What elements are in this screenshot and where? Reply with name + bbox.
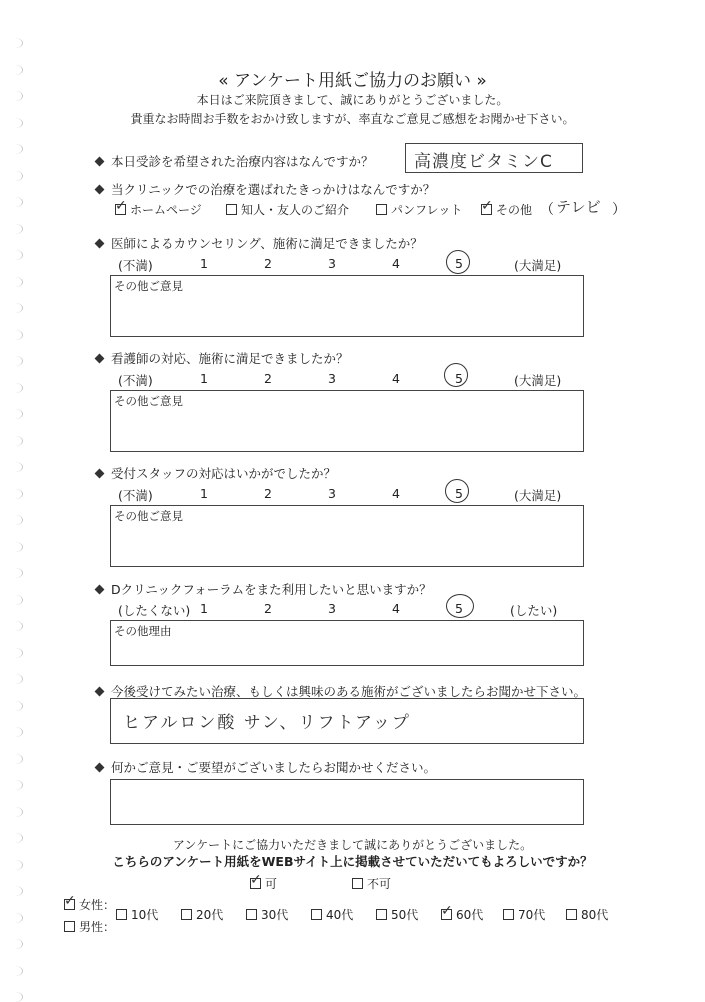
binder-hole-icon xyxy=(8,595,23,605)
age-20s[interactable] xyxy=(181,906,223,923)
binder-hole-icon xyxy=(8,568,23,578)
q3-scale-4[interactable]: 4 xyxy=(392,256,400,271)
footer-thanks: アンケートにご協力いただきまして誠にありがとうございました。 xyxy=(172,838,533,852)
q4-scale-3[interactable]: 3 xyxy=(328,371,336,386)
checkmark-icon: ✓ xyxy=(441,903,453,919)
option-label: その他 xyxy=(496,203,533,217)
q4-scale-2[interactable]: 2 xyxy=(264,371,272,386)
web-consent-yes-label: 可 xyxy=(265,877,278,891)
option-label: パンフレット xyxy=(391,203,463,217)
diamond-icon xyxy=(95,469,105,479)
checkmark-icon: ✓ xyxy=(481,198,493,214)
q5-scale-5[interactable]: 5 xyxy=(455,486,463,501)
q6-comment-box[interactable] xyxy=(110,620,584,666)
question-8 xyxy=(96,758,436,776)
question-1-text: 本日受診を希望された治療内容はなんですか？ xyxy=(111,154,374,169)
age-label: 80代 xyxy=(581,908,609,922)
q6-selected-circle xyxy=(446,594,474,618)
q6-scale-3[interactable]: 3 xyxy=(328,601,336,616)
q7-answer-box[interactable] xyxy=(110,698,584,744)
binder-hole-icon xyxy=(8,277,23,287)
q6-comment-label: その他理由 xyxy=(114,624,172,638)
option-referral[interactable] xyxy=(226,201,349,218)
other-handwritten-answer: テレビ xyxy=(556,198,601,216)
option-label: 知人・友人のご紹介 xyxy=(241,203,350,217)
question-6-text: Dクリニックフォーラムをまた利用したいと思いますか？ xyxy=(111,582,432,597)
question-2 xyxy=(96,180,435,198)
diamond-icon xyxy=(95,185,105,195)
web-consent-yes[interactable] xyxy=(250,872,278,892)
checkbox-icon[interactable] xyxy=(250,872,262,889)
binder-hole-icon xyxy=(8,489,23,499)
q4-scale-high: (大満足) xyxy=(514,373,562,388)
q8-answer-box[interactable] xyxy=(110,779,584,825)
checkbox-icon[interactable] xyxy=(64,893,76,910)
age-label: 60代 xyxy=(456,908,484,922)
binder-hole-icon xyxy=(8,515,23,525)
web-consent-no[interactable] xyxy=(352,875,391,892)
age-10s[interactable] xyxy=(116,906,158,923)
q4-scale-4[interactable]: 4 xyxy=(392,371,400,386)
intro-line-1: 本日はご来院頂きまして、誠にありがとうございました。 xyxy=(196,93,509,107)
checkbox-icon[interactable] xyxy=(64,921,75,932)
age-label: 30代 xyxy=(261,908,289,922)
question-5 xyxy=(96,464,336,482)
gender-male[interactable] xyxy=(64,918,115,935)
age-30s[interactable] xyxy=(246,906,288,923)
binder-hole-icon xyxy=(8,330,23,340)
binder-hole-icon xyxy=(8,886,23,896)
diamond-icon xyxy=(95,239,105,249)
question-4-text: 看護師の対応、施術に満足できましたか？ xyxy=(111,351,349,366)
checkbox-icon[interactable] xyxy=(481,198,493,215)
diamond-icon xyxy=(95,354,105,364)
q4-scale-1[interactable]: 1 xyxy=(200,371,208,386)
q6-scale-5[interactable]: 5 xyxy=(455,601,463,616)
binder-hole-icon xyxy=(8,436,23,446)
binder-hole-icon xyxy=(8,542,23,552)
binder-hole-icon xyxy=(8,966,23,976)
other-open-paren: （ xyxy=(540,202,554,218)
age-label: 10代 xyxy=(131,908,159,922)
question-6 xyxy=(96,580,432,598)
question-3-text: 医師によるカウンセリング、施術に満足できましたか？ xyxy=(111,236,423,251)
checkmark-icon: ✓ xyxy=(250,872,262,888)
web-consent-no-label: 不可 xyxy=(367,877,392,891)
question-3 xyxy=(96,234,423,252)
q6-scale-4[interactable]: 4 xyxy=(392,601,400,616)
question-4 xyxy=(96,349,349,367)
q4-scale-5[interactable]: 5 xyxy=(455,371,463,386)
binder-hole-icon xyxy=(8,462,23,472)
q3-scale-2[interactable]: 2 xyxy=(264,256,272,271)
checkbox-icon[interactable] xyxy=(311,909,322,920)
q5-scale-4[interactable]: 4 xyxy=(392,486,400,501)
option-pamphlet[interactable] xyxy=(376,201,462,218)
diamond-icon xyxy=(95,687,105,697)
binder-hole-icon xyxy=(8,197,23,207)
binder-hole-icon xyxy=(8,807,23,817)
q5-scale-2[interactable]: 2 xyxy=(264,486,272,501)
other-close-paren: ） xyxy=(612,202,626,218)
binder-hole-icon xyxy=(8,144,23,154)
q6-scale-2[interactable]: 2 xyxy=(264,601,272,616)
age-label: 40代 xyxy=(326,908,354,922)
intro-line-2: 貴重なお時間お手数をおかけ致しますが、率直なご意見ご感想をお聞かせ下さい。 xyxy=(130,112,575,126)
binder-hole-icon xyxy=(8,648,23,658)
binder-hole-icon xyxy=(8,38,23,48)
question-5-text: 受付スタッフの対応はいかがでしたか？ xyxy=(111,466,337,481)
binder-hole-icon xyxy=(8,727,23,737)
q3-scale-low: (不満) xyxy=(118,258,153,273)
age-label: 70代 xyxy=(518,908,546,922)
age-80s[interactable] xyxy=(566,906,608,923)
age-70s[interactable] xyxy=(503,906,545,923)
gender-female[interactable] xyxy=(64,893,116,913)
page-title: « アンケート用紙ご協力のお願い » xyxy=(218,71,487,91)
binder-hole-icon xyxy=(8,250,23,260)
age-50s[interactable] xyxy=(376,906,418,923)
q5-selected-circle xyxy=(445,479,469,503)
binder-hole-icon xyxy=(8,356,23,366)
binder-hole-icon xyxy=(8,409,23,419)
checkbox-icon[interactable] xyxy=(503,909,514,920)
q3-scale-high: (大満足) xyxy=(514,258,562,273)
q4-scale-low: (不満) xyxy=(118,373,153,388)
q4-comment-label: その他ご意見 xyxy=(114,394,183,408)
binder-hole-icon xyxy=(8,701,23,711)
binder-hole-icon xyxy=(8,383,23,393)
q6-scale-high: (したい) xyxy=(510,603,558,618)
option-homepage[interactable] xyxy=(115,198,202,218)
age-label: 50代 xyxy=(391,908,419,922)
checkbox-icon[interactable] xyxy=(116,909,127,920)
q5-scale-low: (不満) xyxy=(118,488,153,503)
q6-scale-1[interactable]: 1 xyxy=(200,601,208,616)
binder-hole-icon xyxy=(8,780,23,790)
binder-hole-icon xyxy=(8,913,23,923)
option-label: ホームページ xyxy=(130,203,202,217)
q5-scale-3[interactable]: 3 xyxy=(328,486,336,501)
q6-scale-low: (したくない) xyxy=(118,603,191,618)
checkbox-icon[interactable] xyxy=(226,204,237,215)
age-label: 20代 xyxy=(196,908,224,922)
checkbox-icon[interactable] xyxy=(181,909,192,920)
question-2-text: 当クリニックでの治療を選ばれたきっかけはなんですか？ xyxy=(111,182,436,197)
q5-scale-1[interactable]: 1 xyxy=(200,486,208,501)
binder-hole-icon xyxy=(8,303,23,313)
checkbox-icon[interactable] xyxy=(376,204,387,215)
checkmark-icon: ✓ xyxy=(115,198,127,214)
option-other[interactable] xyxy=(481,198,533,218)
q3-scale-1[interactable]: 1 xyxy=(200,256,208,271)
gender-male-label: 男性： xyxy=(79,920,116,934)
diamond-icon xyxy=(95,157,105,167)
checkmark-icon: ✓ xyxy=(64,893,76,909)
checkbox-icon[interactable] xyxy=(246,909,257,920)
binder-hole-icon xyxy=(8,754,23,764)
q5-scale-high: (大満足) xyxy=(514,488,562,503)
binder-hole-icon xyxy=(8,992,23,1002)
binder-hole-icon xyxy=(8,224,23,234)
checkbox-icon[interactable] xyxy=(441,903,453,920)
gender-female-label: 女性： xyxy=(79,898,116,912)
footer-web-question: こちらのアンケート用紙をWEBサイト上に掲載させていただいてもよろしいですか？ xyxy=(112,854,593,869)
q3-selected-circle xyxy=(446,250,470,274)
binder-hole-icon xyxy=(8,621,23,631)
q3-comment-label: その他ご意見 xyxy=(114,279,183,293)
checkbox-icon[interactable] xyxy=(352,878,363,889)
binder-hole-icon xyxy=(8,939,23,949)
age-60s[interactable] xyxy=(441,903,484,923)
q5-comment-label: その他ご意見 xyxy=(114,509,183,523)
q4-selected-circle xyxy=(444,363,468,387)
checkbox-icon[interactable] xyxy=(566,909,577,920)
binder-hole-icon xyxy=(8,171,23,181)
q5-comment-box[interactable] xyxy=(110,505,584,567)
checkbox-icon[interactable] xyxy=(115,198,127,215)
q7-handwritten-answer: ヒアルロン酸 サン、リフトアップ xyxy=(123,713,411,733)
age-40s[interactable] xyxy=(311,906,353,923)
question-8-text: 何かご意見・ご要望がございましたらお聞かせください。 xyxy=(111,760,437,775)
q1-handwritten-answer: 高濃度ビタミンC xyxy=(414,152,553,172)
question-7-text: 今後受けてみたい治療、もしくは興味のある施術がございましたらお聞かせ下さい。 xyxy=(111,684,587,699)
checkbox-icon[interactable] xyxy=(376,909,387,920)
question-1 xyxy=(96,152,374,170)
q3-scale-5[interactable]: 5 xyxy=(455,256,463,271)
q3-scale-3[interactable]: 3 xyxy=(328,256,336,271)
q4-comment-box[interactable] xyxy=(110,390,584,452)
diamond-icon xyxy=(95,763,105,773)
q1-answer-box[interactable] xyxy=(405,143,583,173)
q3-comment-box[interactable] xyxy=(110,275,584,337)
binder-hole-icon xyxy=(8,674,23,684)
diamond-icon xyxy=(95,585,105,595)
